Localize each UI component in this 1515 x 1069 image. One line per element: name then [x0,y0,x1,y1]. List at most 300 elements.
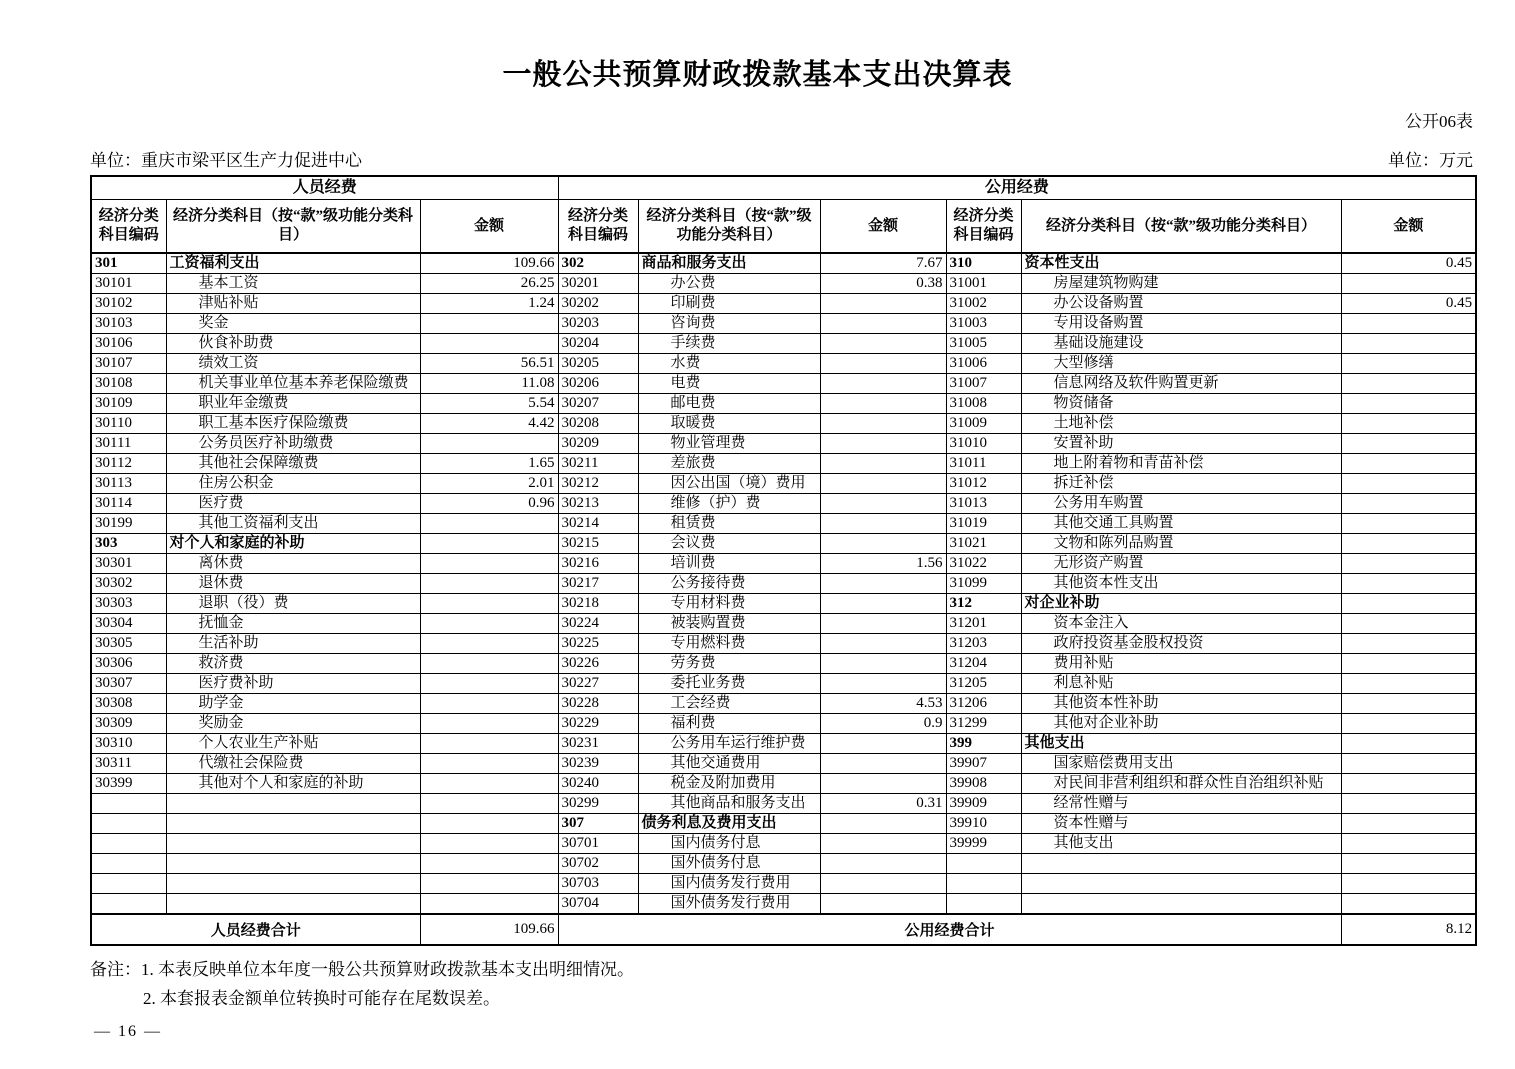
cell-amount [1341,314,1476,334]
col-header-amount-3: 金额 [1341,200,1476,254]
cell-amount [1341,574,1476,594]
cell-subject: 代缴社会保险费 [166,754,420,774]
cell-code: 30301 [91,554,166,574]
cell-subject: 公务接待费 [638,574,820,594]
cell-amount [820,734,946,754]
cell-code: 31012 [946,474,1021,494]
cell-subject: 资本性支出 [1021,253,1341,274]
cell-code: 30231 [558,734,638,754]
cell-amount [820,534,946,554]
cell-amount [820,314,946,334]
cell-subject: 国家赔偿费用支出 [1021,754,1341,774]
group-header-row [91,176,1476,200]
cell-subject: 退职（役）费 [166,594,420,614]
cell-subject: 津贴补贴 [166,294,420,314]
cell-subject: 公务用车购置 [1021,494,1341,514]
cell-amount [820,374,946,394]
table-row [91,314,1476,334]
cell-amount: 109.66 [420,253,558,274]
cell-amount: 1.24 [420,294,558,314]
cell-amount [1341,714,1476,734]
cell-code: 30216 [558,554,638,574]
cell-code: 30226 [558,654,638,674]
cell-code: 30213 [558,494,638,514]
cell-subject: 邮电费 [638,394,820,414]
cell-code [91,814,166,834]
cell-amount: 1.56 [820,554,946,574]
cell-subject: 房屋建筑物购建 [1021,274,1341,294]
cell-code: 399 [946,734,1021,754]
cell-code: 30108 [91,374,166,394]
cell-subject [166,854,420,874]
cell-amount [820,654,946,674]
cell-code: 30201 [558,274,638,294]
cell-subject: 国外债务付息 [638,854,820,874]
cell-subject: 工资福利支出 [166,253,420,274]
expenditure-table [90,175,1477,946]
col-header-subject-1: 经济分类科目（按“款”级功能分类科目） [166,200,420,254]
col-header-code-2: 经济分类科目编码 [558,200,638,254]
cell-code: 39909 [946,794,1021,814]
cell-amount [420,834,558,854]
cell-code: 30106 [91,334,166,354]
group-header-public: 公用经费 [558,176,1476,200]
table-row [91,554,1476,574]
cell-amount [420,674,558,694]
cell-subject [166,794,420,814]
cell-amount [420,534,558,554]
cell-amount [820,574,946,594]
cell-subject: 资本性赠与 [1021,814,1341,834]
cell-code [91,794,166,814]
cell-subject: 救济费 [166,654,420,674]
cell-subject: 维修（护）费 [638,494,820,514]
cell-subject: 商品和服务支出 [638,253,820,274]
cell-subject: 对个人和家庭的补助 [166,534,420,554]
note-line-2: 2. 本套报表金额单位转换时可能存在尾数误差。 [143,988,500,1008]
cell-code: 30308 [91,694,166,714]
table-row [91,714,1476,734]
cell-subject: 专用设备购置 [1021,314,1341,334]
cell-code: 30215 [558,534,638,554]
cell-code: 30302 [91,574,166,594]
cell-code [91,854,166,874]
cell-amount: 0.45 [1341,294,1476,314]
table-row [91,854,1476,874]
cell-amount: 1.65 [420,454,558,474]
cell-amount: 5.54 [420,394,558,414]
cell-code: 30209 [558,434,638,454]
public-total-label: 公用经费合计 [558,914,1341,945]
cell-code: 31010 [946,434,1021,454]
cell-amount [820,494,946,514]
cell-subject: 其他工资福利支出 [166,514,420,534]
cell-code: 30204 [558,334,638,354]
cell-code [91,894,166,915]
table-row [91,294,1476,314]
cell-subject: 差旅费 [638,454,820,474]
cell-amount: 0.38 [820,274,946,294]
table-row [91,794,1476,814]
cell-code: 30305 [91,634,166,654]
cell-subject: 办公设备购置 [1021,294,1341,314]
cell-subject [166,834,420,854]
cell-amount [820,514,946,534]
cell-code: 312 [946,594,1021,614]
cell-subject: 土地补偿 [1021,414,1341,434]
cell-subject: 其他资本性补助 [1021,694,1341,714]
table-row [91,454,1476,474]
cell-code: 31204 [946,654,1021,674]
cell-code: 31013 [946,494,1021,514]
cell-code: 30111 [91,434,166,454]
cell-code: 31007 [946,374,1021,394]
cell-subject: 其他交通工具购置 [1021,514,1341,534]
cell-amount [420,774,558,794]
cell-amount [1341,354,1476,374]
cell-subject: 电费 [638,374,820,394]
cell-code: 31003 [946,314,1021,334]
column-header-row [91,200,1476,254]
cell-code: 31299 [946,714,1021,734]
cell-code: 30701 [558,834,638,854]
table-row [91,874,1476,894]
cell-subject: 其他社会保障缴费 [166,454,420,474]
table-row [91,253,1476,274]
cell-code: 30113 [91,474,166,494]
table-row [91,654,1476,674]
public-total-value: 8.12 [1341,914,1476,945]
table-row [91,754,1476,774]
cell-subject: 政府投资基金股权投资 [1021,634,1341,654]
cell-subject: 专用燃料费 [638,634,820,654]
col-header-code-3: 经济分类科目编码 [946,200,1021,254]
table-row [91,594,1476,614]
units-row [90,146,1473,171]
cell-subject: 对民间非营利组织和群众性自治组织补贴 [1021,774,1341,794]
cell-code: 31011 [946,454,1021,474]
cell-code: 30218 [558,594,638,614]
cell-subject: 印刷费 [638,294,820,314]
cell-code [946,894,1021,915]
cell-amount: 4.53 [820,694,946,714]
cell-code: 39910 [946,814,1021,834]
table-row [91,574,1476,594]
cell-subject: 绩效工资 [166,354,420,374]
table-row [91,774,1476,794]
table-row [91,894,1476,915]
cell-amount [820,834,946,854]
cell-subject: 利息补贴 [1021,674,1341,694]
cell-amount [1341,534,1476,554]
cell-code: 30703 [558,874,638,894]
cell-amount [1341,334,1476,354]
cell-code: 30702 [558,854,638,874]
notes-block [90,956,1515,1014]
cell-code: 31006 [946,354,1021,374]
cell-subject: 会议费 [638,534,820,554]
cell-subject: 个人农业生产补贴 [166,734,420,754]
cell-amount [1341,414,1476,434]
cell-code: 31205 [946,674,1021,694]
cell-subject: 费用补贴 [1021,654,1341,674]
cell-code: 31201 [946,614,1021,634]
cell-amount [420,814,558,834]
cell-amount [1341,894,1476,915]
cell-amount [420,314,558,334]
cell-code: 30199 [91,514,166,534]
cell-amount [820,394,946,414]
cell-code: 30704 [558,894,638,915]
cell-subject: 租赁费 [638,514,820,534]
table-row [91,474,1476,494]
cell-subject: 其他支出 [1021,734,1341,754]
group-header-personnel: 人员经费 [91,176,558,200]
page-title: 一般公共预算财政拨款基本支出决算表 [502,59,1013,91]
cell-subject: 大型修缮 [1021,354,1341,374]
cell-code: 30214 [558,514,638,534]
cell-amount [420,634,558,654]
cell-amount [1341,394,1476,414]
cell-code: 30303 [91,594,166,614]
cell-amount: 4.42 [420,414,558,434]
table-row [91,534,1476,554]
cell-subject: 奖励金 [166,714,420,734]
cell-amount [1341,554,1476,574]
cell-code: 30109 [91,394,166,414]
cell-amount [1341,674,1476,694]
cell-code: 307 [558,814,638,834]
cell-amount [820,774,946,794]
cell-code: 31099 [946,574,1021,594]
cell-subject [1021,894,1341,915]
page-number: — 16 — [94,1023,162,1040]
cell-code: 30202 [558,294,638,314]
cell-amount [1341,754,1476,774]
cell-code: 31001 [946,274,1021,294]
cell-amount [1341,274,1476,294]
table-row [91,674,1476,694]
cell-subject: 医疗费补助 [166,674,420,694]
cell-amount [820,594,946,614]
cell-code: 303 [91,534,166,554]
totals-row [91,914,1476,945]
cell-code: 30102 [91,294,166,314]
cell-subject: 基础设施建设 [1021,334,1341,354]
table-row [91,394,1476,414]
cell-amount: 0.45 [1341,253,1476,274]
cell-subject: 安置补助 [1021,434,1341,454]
cell-code: 30217 [558,574,638,594]
cell-amount [820,854,946,874]
cell-amount [820,434,946,454]
cell-subject: 其他支出 [1021,834,1341,854]
cell-amount [1341,474,1476,494]
cell-amount [420,554,558,574]
cell-amount [820,874,946,894]
cell-code: 31009 [946,414,1021,434]
cell-amount [820,354,946,374]
cell-code: 30399 [91,774,166,794]
cell-subject: 职业年金缴费 [166,394,420,414]
cell-subject: 咨询费 [638,314,820,334]
cell-subject: 办公费 [638,274,820,294]
cell-code: 30208 [558,414,638,434]
col-header-amount-1: 金额 [420,200,558,254]
cell-code: 30299 [558,794,638,814]
cell-subject: 其他对企业补助 [1021,714,1341,734]
cell-subject: 助学金 [166,694,420,714]
cell-subject: 奖金 [166,314,420,334]
cell-amount [420,654,558,674]
cell-code: 31203 [946,634,1021,654]
cell-amount [420,434,558,454]
table-row [91,334,1476,354]
cell-subject [166,814,420,834]
cell-code: 30207 [558,394,638,414]
cell-code: 30206 [558,374,638,394]
cell-subject: 住房公积金 [166,474,420,494]
cell-subject: 福利费 [638,714,820,734]
unit-measure: 单位：万元 [1388,151,1473,170]
personnel-total-label: 人员经费合计 [91,914,420,945]
cell-amount [1341,734,1476,754]
cell-code [91,874,166,894]
cell-code: 31022 [946,554,1021,574]
cell-subject: 退休费 [166,574,420,594]
table-row [91,354,1476,374]
cell-amount [820,454,946,474]
cell-amount [1341,794,1476,814]
cell-amount [1341,594,1476,614]
table-row [91,734,1476,754]
cell-subject: 国外债务发行费用 [638,894,820,915]
cell-amount [1341,514,1476,534]
cell-amount [1341,814,1476,834]
cell-subject: 无形资产购置 [1021,554,1341,574]
cell-subject: 资本金注入 [1021,614,1341,634]
cell-code: 30310 [91,734,166,754]
cell-subject: 地上附着物和青苗补偿 [1021,454,1341,474]
col-header-subject-2: 经济分类科目（按“款”级功能分类科目） [638,200,820,254]
cell-amount [420,694,558,714]
table-row [91,614,1476,634]
cell-amount [420,894,558,915]
form-number: 公开06表 [1405,112,1473,131]
cell-amount [1341,454,1476,474]
table-row [91,274,1476,294]
cell-amount [420,794,558,814]
cell-subject: 伙食补助费 [166,334,420,354]
cell-code: 30307 [91,674,166,694]
cell-subject: 职工基本医疗保险缴费 [166,414,420,434]
cell-amount [420,334,558,354]
cell-code: 30110 [91,414,166,434]
col-header-amount-2: 金额 [820,200,946,254]
cell-code: 30107 [91,354,166,374]
unit-name: 单位：重庆市梁平区生产力促进中心 [90,151,362,170]
cell-code: 310 [946,253,1021,274]
cell-subject: 物业管理费 [638,434,820,454]
cell-subject [1021,874,1341,894]
cell-subject: 水费 [638,354,820,374]
cell-code: 301 [91,253,166,274]
cell-amount [820,334,946,354]
personnel-total-value: 109.66 [420,914,558,945]
cell-code: 31008 [946,394,1021,414]
table-row [91,694,1476,714]
cell-code: 30306 [91,654,166,674]
cell-code [91,834,166,854]
cell-amount [1341,854,1476,874]
cell-subject: 被装购置费 [638,614,820,634]
cell-amount: 7.67 [820,253,946,274]
cell-amount [820,754,946,774]
cell-amount [420,854,558,874]
cell-subject: 取暖费 [638,414,820,434]
cell-amount [1341,374,1476,394]
table-row [91,494,1476,514]
cell-amount [1341,434,1476,454]
cell-amount: 0.9 [820,714,946,734]
cell-amount: 2.01 [420,474,558,494]
cell-code: 30304 [91,614,166,634]
cell-subject [1021,854,1341,874]
cell-code: 30112 [91,454,166,474]
cell-code: 30101 [91,274,166,294]
cell-subject: 抚恤金 [166,614,420,634]
cell-amount [420,734,558,754]
cell-amount [420,614,558,634]
cell-amount [1341,694,1476,714]
cell-amount [820,674,946,694]
cell-amount [820,414,946,434]
cell-code: 30239 [558,754,638,774]
cell-subject: 公务员医疗补助缴费 [166,434,420,454]
cell-code: 31021 [946,534,1021,554]
table-row [91,414,1476,434]
cell-subject: 委托业务费 [638,674,820,694]
cell-amount [1341,634,1476,654]
cell-code [946,854,1021,874]
cell-subject: 手续费 [638,334,820,354]
cell-amount [820,634,946,654]
cell-subject: 生活补助 [166,634,420,654]
cell-code: 31005 [946,334,1021,354]
cell-amount [820,814,946,834]
cell-amount [1341,494,1476,514]
cell-amount [1341,654,1476,674]
cell-code: 31206 [946,694,1021,714]
cell-code: 30309 [91,714,166,734]
cell-amount [820,294,946,314]
cell-code: 30224 [558,614,638,634]
table-body [91,253,1476,914]
cell-subject [166,894,420,915]
cell-code: 30228 [558,694,638,714]
cell-subject: 其他对个人和家庭的补助 [166,774,420,794]
cell-code: 30240 [558,774,638,794]
cell-subject: 培训费 [638,554,820,574]
cell-code: 30212 [558,474,638,494]
cell-subject: 因公出国（境）费用 [638,474,820,494]
cell-code: 30229 [558,714,638,734]
note-line-1: 备注：1. 本表反映单位本年度一般公共预算财政拨款基本支出明细情况。 [90,960,634,979]
cell-amount [820,894,946,915]
cell-subject: 离休费 [166,554,420,574]
cell-amount [1341,834,1476,854]
cell-code: 30225 [558,634,638,654]
